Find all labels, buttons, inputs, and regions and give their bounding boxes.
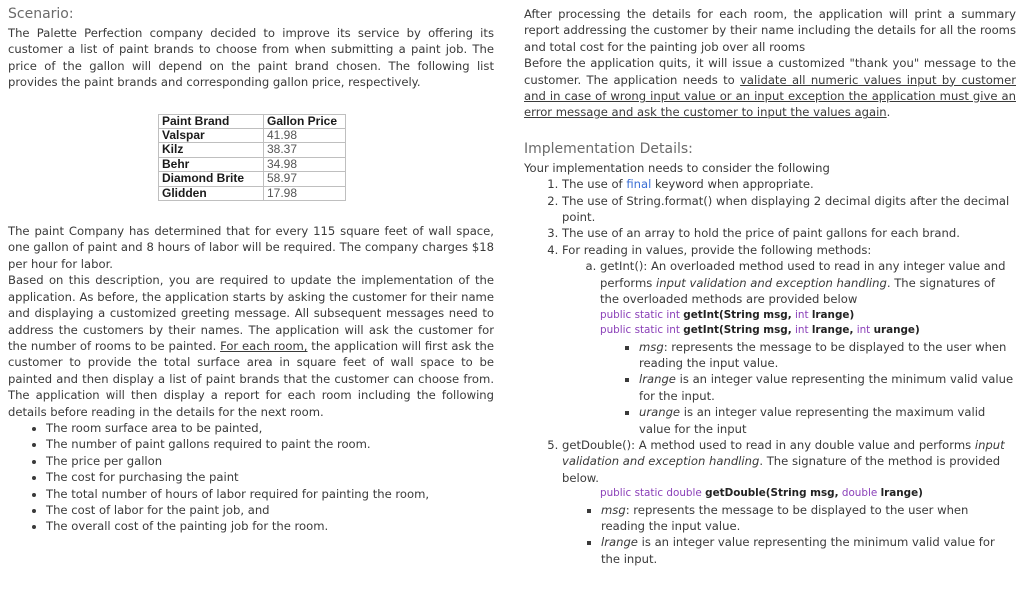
- list-item: • The overall cost of the painting job for the room.: [46, 518, 494, 534]
- report-details-list: [8, 420, 494, 535]
- getdouble-signature: public static double getDouble(String msg, double lrange): [600, 487, 923, 500]
- list-item: 3. The use of an array to hold the price of paint gallons for each brand.: [562, 225, 1016, 241]
- price-cell: 41.98: [264, 129, 346, 143]
- getint-signature-1: public static int getInt(String msg, int lrange): [600, 308, 855, 321]
- list-item: a. getInt(): An overloaded method used to read in any integer value and performs input validation and exception handling. The signatures of the overloaded methods are provided below public static int getInt(String msg, int lrange) public static int getInt(String msg, int lrange, int urange) ▪ msg: represents the message to be displayed to the user when reading the input value. ▪ lrange is an integer value representing the minimum valid value for the input. ▪ urange is an integer value representing the maximum valid value for the input: [600, 258, 1016, 437]
- list-item: • The number of paint gallons required to paint the room.: [46, 436, 494, 452]
- price-cell: 17.98: [264, 186, 346, 200]
- table-header: Gallon Price: [264, 114, 346, 128]
- description-paragraph: Based on this description, you are required to update the implementation of the application. As before, the application starts by asking the customer for their name and displaying a customized greeting message. All subsequent messages need to address the customers by their names. The application will ask the customer for the number of rooms to be painted. For each room, the application will first ask the customer to provide the total surface area in square feet of wall space to be painted and then display a list of paint brands that the customer can choose from. The application will then display a report for each room including the following details before reading in the details for the next room.: [8, 273, 495, 419]
- list-item: ▪ msg: represents the message to be displayed to the user when reading the input value.: [639, 339, 1016, 372]
- brand-cell: Kilz: [159, 143, 264, 157]
- table-row: [159, 157, 346, 171]
- labor-paragraph: The paint Company has determined that for every 115 square feet of wall space, one gallon of paint and 8 hours of labor will be required. The company charges $18 per hour for labor.: [8, 224, 494, 271]
- price-cell: 38.37: [264, 143, 346, 157]
- getint-params-list: [600, 339, 1016, 437]
- list-item: ▪ urange is an integer value representing the maximum valid value for the input: [639, 404, 1016, 437]
- list-item: • The cost of labor for the paint job, and: [46, 502, 494, 518]
- list-item: ▪ lrange is an integer value representing the minimum valid value for the input.: [601, 534, 1016, 567]
- brand-cell: Glidden: [159, 186, 264, 200]
- paint-price-table: [158, 114, 346, 201]
- table-row: [159, 143, 346, 157]
- getint-signature-2: public static int getInt(String msg, int lrange, int urange): [600, 324, 920, 336]
- list-item: 1. The use of final keyword when appropriate.: [562, 176, 1016, 192]
- list-item: 4. For reading in values, provide the following methods: a. getInt(): An overloaded method used to read in any integer value and performs input validation and exception handling. The signatures of the overloaded methods are provided below public static int getInt(String msg, int lrange) public static int getInt(String msg, int lrange, int urange) ▪ msg: represents the message to be displayed to the user when reading the input value. ▪ lrange is an integer value representing the minimum valid value for the input. ▪ urange is an integer value representing the maximum valid value for the input: [562, 242, 1016, 437]
- implementation-heading: Implementation Details:: [524, 140, 693, 157]
- list-item: • The total number of hours of labor required for painting the room,: [46, 486, 494, 502]
- price-cell: 34.98: [264, 157, 346, 171]
- scenario-intro: The Palette Perfection company decided to improve its service by offering its customer a list of paint brands to choose from when submitting a paint job. The price of the gallon will depend on the paint brand chosen. The following list provides the paint brands and corresponding gallon price, respectively.: [8, 26, 494, 90]
- getdouble-params-list: [562, 502, 1016, 568]
- list-item: 2. The use of String.format() when displaying 2 decimal digits after the decimal point.: [562, 193, 1016, 226]
- list-item: ▪ msg: represents the message to be displayed to the user when reading the input value.: [601, 502, 1016, 535]
- scenario-heading: Scenario:: [8, 6, 74, 22]
- price-cell: 58.97: [264, 172, 346, 186]
- brand-cell: Diamond Brite: [159, 172, 264, 186]
- table-row: [159, 172, 346, 186]
- table-header-row: [159, 114, 346, 128]
- list-item: • The room surface area to be painted,: [46, 420, 494, 436]
- implementation-list: [524, 176, 1016, 567]
- list-item: • The price per gallon: [46, 453, 494, 469]
- requirements-column: [524, 0, 1016, 567]
- methods-list: [562, 258, 1016, 437]
- table-row: [159, 129, 346, 143]
- scenario-column: [8, 0, 494, 535]
- summary-paragraph: After processing the details for each room, the application will print a summary report addressing the customer by their name including the details for all the rooms and total cost for the painting job over all rooms: [524, 7, 1016, 54]
- validation-paragraph: Before the application quits, it will issue a customized "thank you" message to the customer. The application needs to validate all numeric values input by customer and in case of wrong input value or an input exception the application must give an error message and ask the customer to input the values again.: [524, 56, 1016, 120]
- brand-cell: Valspar: [159, 129, 264, 143]
- table-row: [159, 186, 346, 200]
- implementation-intro: Your implementation needs to consider the following: [524, 160, 830, 175]
- list-item: ▪ lrange is an integer value representing the minimum valid value for the input.: [639, 371, 1016, 404]
- table-header: Paint Brand: [159, 114, 264, 128]
- brand-cell: Behr: [159, 157, 264, 171]
- list-item: • The cost for purchasing the paint: [46, 469, 494, 485]
- list-item: 5. getDouble(): A method used to read in any double value and performs input validation and exception handling. The signature of the method is provided below. public static double getDouble(String msg, double lrange) ▪ msg: represents the message to be displayed to the user when reading the input value. ▪ lrange is an integer value representing the minimum valid value for the input.: [562, 437, 1016, 567]
